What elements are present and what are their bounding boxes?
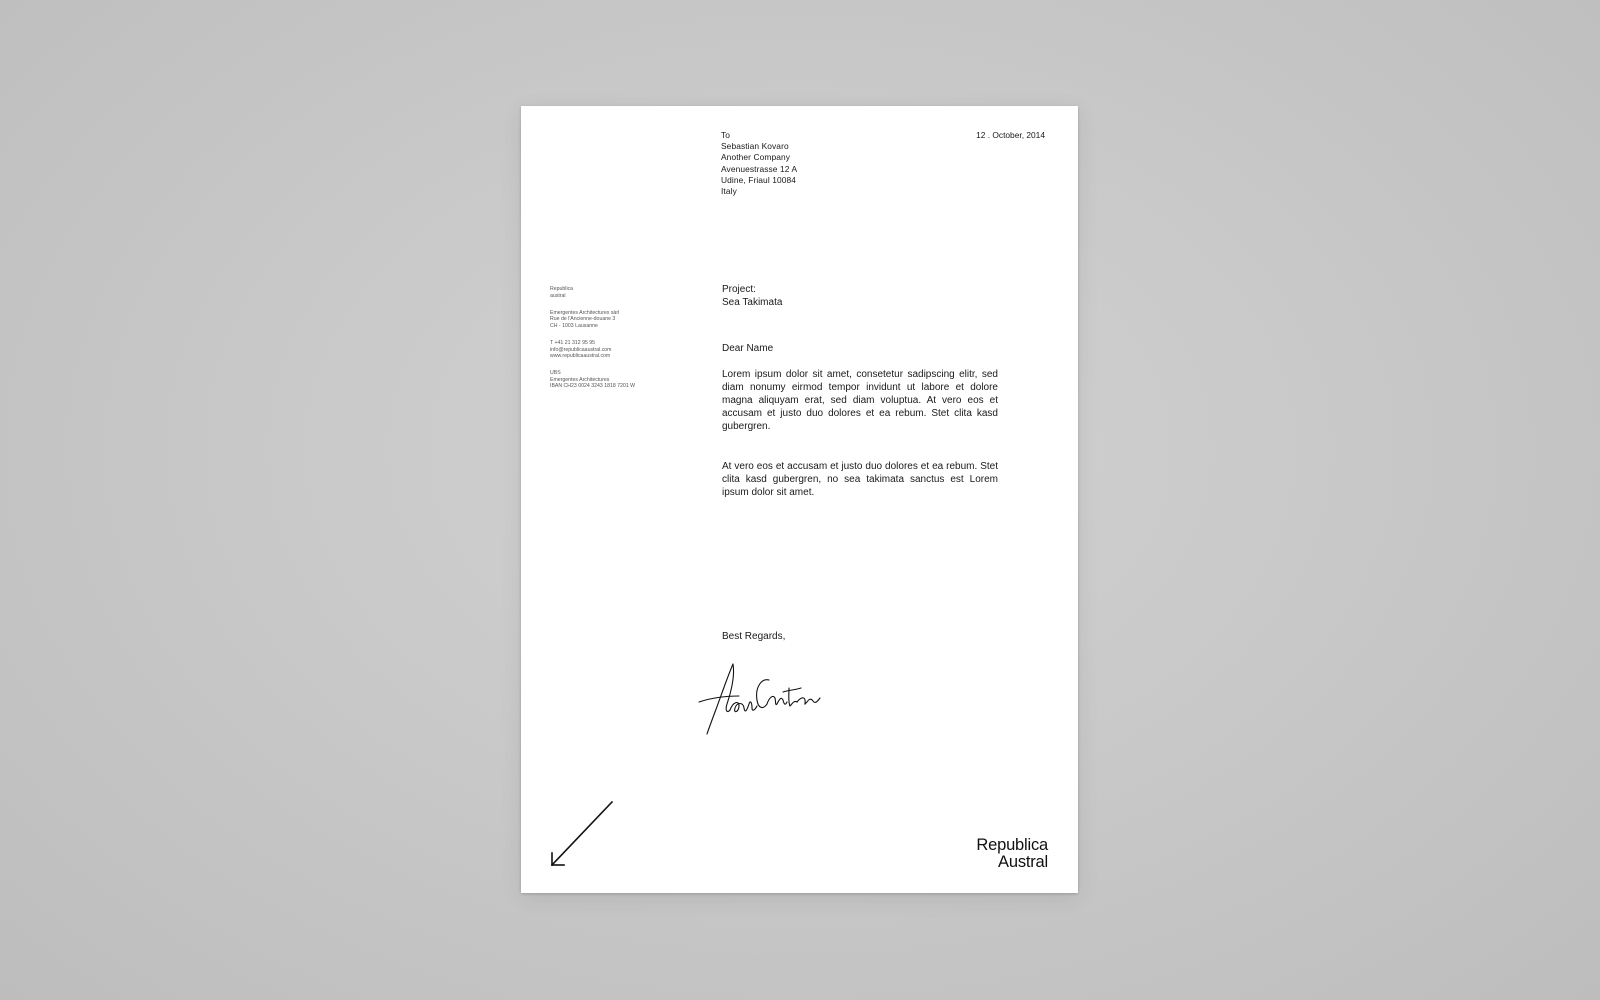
sender-line: Emergentes Architectures bbox=[550, 376, 610, 383]
recipient-line: Avenuestrasse 12 A bbox=[721, 163, 798, 174]
sender-contact bbox=[550, 340, 660, 360]
sender-line: Emergentes Architectures sàrl bbox=[550, 309, 620, 316]
sender-address bbox=[550, 310, 660, 330]
closing: Best Regards, bbox=[722, 631, 786, 642]
recipient-line: Another Company bbox=[721, 152, 791, 163]
recipient-address bbox=[721, 130, 797, 197]
project-label: Project: bbox=[722, 284, 756, 295]
sender-name bbox=[550, 286, 660, 299]
project-name: Sea Takimata bbox=[722, 297, 783, 308]
recipient-line: Italy bbox=[721, 186, 737, 197]
sender-line: CH - 1003 Lausanne bbox=[550, 322, 598, 329]
sender-line: austral bbox=[550, 292, 566, 299]
arrow-down-left-icon bbox=[549, 800, 615, 868]
signature-icon bbox=[697, 658, 827, 738]
letter-date: 12 . October, 2014 bbox=[976, 130, 1045, 140]
body-paragraph: At vero eos et accusam et justo duo dolores et ea rebum. Stet clita kasd gubergren, no sea takimata sanctus est Lorem ipsum dolor sit amet. bbox=[722, 461, 998, 499]
logo-line: Austral bbox=[998, 853, 1048, 871]
sender-iban: IBAN CH23 0024 3243 1818 7201 W bbox=[550, 383, 636, 390]
sender-line: UBS bbox=[550, 370, 561, 377]
sender-phone: T +41 21 312 95 95 bbox=[550, 339, 596, 346]
recipient-line: Udine, Friaul 10084 bbox=[721, 174, 796, 185]
recipient-line: To bbox=[721, 130, 731, 140]
sender-email: info@republicaaustral.com bbox=[550, 346, 612, 353]
sender-line: Rue de l'Ancienne-douane 3 bbox=[550, 316, 616, 323]
project-reference bbox=[722, 283, 782, 309]
sender-bank bbox=[550, 370, 660, 390]
letter-page bbox=[521, 106, 1078, 893]
salutation: Dear Name bbox=[722, 343, 774, 354]
recipient-line: Sebastian Kovaro bbox=[721, 141, 789, 152]
sender-info bbox=[550, 286, 660, 401]
sender-line: Republica bbox=[550, 286, 574, 292]
sender-website: www.republicaaustral.com bbox=[550, 353, 611, 360]
company-logo bbox=[976, 837, 1048, 871]
body-paragraph: Lorem ipsum dolor sit amet, consetetur sadipscing elitr, sed diam nonumy eirmod tempor invidunt ut labore et dolore magna aliquyam erat, sed diam voluptua. At vero eos et accusam et justo duo dolores et ea rebum. Stet clita kasd gubergren. bbox=[722, 369, 998, 433]
logo-line: Republica bbox=[976, 836, 1048, 854]
